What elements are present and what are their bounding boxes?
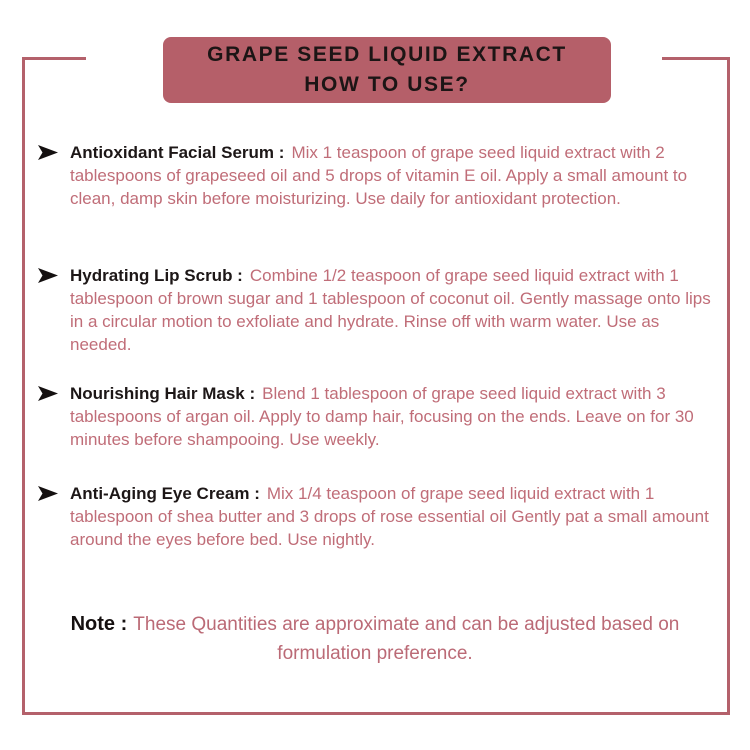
usage-item-body: Mix 1/4 teaspoon of grape seed liquid extract with 1 tablespoon of shea butter and 3 drops of rose essential oil Gently pat a small amount around the eyes before bed. Use nightly. — [70, 484, 709, 549]
usage-item-lip-scrub — [38, 264, 714, 356]
usage-item-title: Antioxidant Facial Serum : — [70, 143, 285, 162]
note-label: Note : — [70, 613, 128, 635]
note — [36, 610, 714, 668]
usage-item-body: Combine 1/2 teaspoon of grape seed liquid extract with 1 tablespoon of brown sugar and 1 tablespoon of coconut oil. Gently massage onto lips in a circular motion to exfoliate and hydrate. Rinse off with warm water. Use as needed. — [70, 266, 711, 354]
header-title-line1: GRAPE SEED LIQUID EXTRACT — [207, 43, 567, 66]
frame-border-top-left-segment — [22, 57, 86, 60]
usage-item-body: Blend 1 tablespoon of grape seed liquid extract with 3 tablespoons of argan oil. Apply to damp hair, focusing on the ends. Leave on for 30 minutes before shampooing. Use weekly. — [70, 384, 694, 449]
frame-border-right — [727, 57, 730, 715]
usage-item-title: Anti-Aging Eye Cream : — [70, 484, 260, 503]
header-banner — [163, 37, 611, 103]
frame-border-top-right-segment — [662, 57, 730, 60]
usage-item-facial-serum — [38, 141, 714, 210]
usage-item-text — [70, 141, 714, 210]
arrow-right-icon — [38, 386, 58, 401]
usage-item-text — [70, 482, 714, 551]
arrow-right-icon — [38, 486, 58, 501]
usage-item-text — [70, 264, 714, 356]
header-title-line2: HOW TO USE? — [304, 73, 470, 96]
usage-item-title: Nourishing Hair Mask : — [70, 384, 256, 403]
arrow-right-icon — [38, 268, 58, 283]
arrow-right-icon — [38, 145, 58, 160]
usage-item-title: Hydrating Lip Scrub : — [70, 266, 243, 285]
usage-item-text — [70, 382, 714, 451]
usage-item-body: Mix 1 teaspoon of grape seed liquid extract with 2 tablespoons of grapeseed oil and 5 drops of vitamin E oil. Apply a small amount to clean, damp skin before moisturizing. Use daily for antioxidant protection. — [70, 143, 688, 208]
frame-border-bottom — [22, 712, 730, 715]
usage-item-hair-mask — [38, 382, 714, 451]
frame-border-left — [22, 57, 25, 715]
usage-item-eye-cream — [38, 482, 714, 551]
note-text: These Quantities are approximate and can be adjusted based on formulation preference. — [133, 614, 680, 664]
